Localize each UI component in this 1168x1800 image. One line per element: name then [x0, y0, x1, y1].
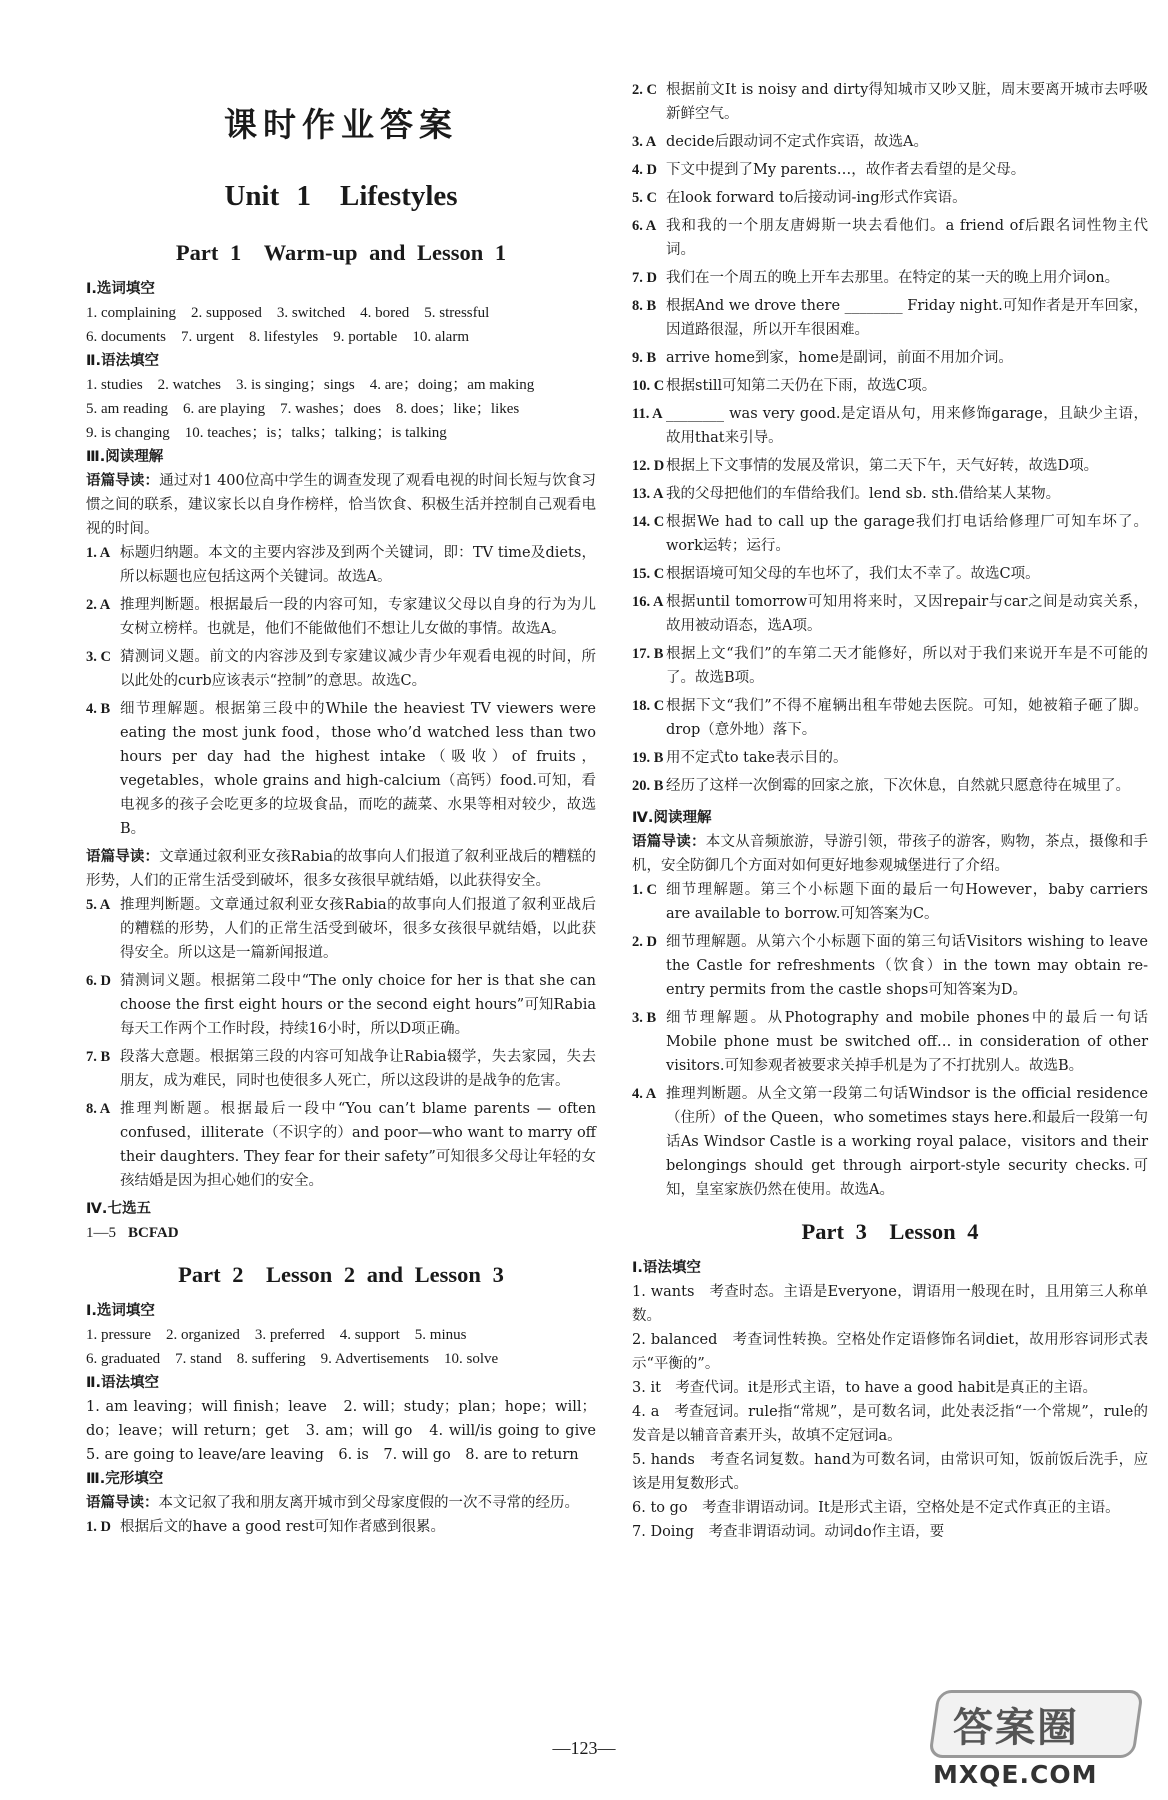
left-column — [86, 0, 611, 1543]
section-heading: Ⅳ.阅读理解 — [632, 810, 712, 826]
right-column — [632, 0, 1148, 1544]
section-heading: Ⅳ.七选五 — [86, 1201, 151, 1217]
section-heading: Ⅰ.语法填空 — [632, 1260, 701, 1276]
answer-item: 2. D 细节理解题。从第六个小标题下面的第三句话Visitors wishing to leave the Castle for refreshments（饮食）in the town may obtain re-entry permits from the castle shops可知答案为D。 — [632, 934, 1148, 998]
answer-line: 9. is changing 10. teaches；is；talks；talking；is talking — [86, 425, 447, 441]
answer-item: 19. B 用不定式to take表示目的。 — [632, 750, 848, 766]
answer-item: 4. a 考查冠词。rule指“常规”，是可数名词，此处表泛指“一个常规”，rule的发音是以辅音音素开头，故填不定冠词a。 — [632, 1404, 1148, 1444]
reading-guide: 语篇导读：本文记叙了我和朋友离开城市到父母家度假的一次不寻常的经历。 — [86, 1495, 579, 1511]
reading-guide: 语篇导读：通过对1 400位高中学生的调查发现了观看电视的时间长短与饮食习惯之间的联系，建议家长以自身作榜样，恰当饮食、积极生活并控制自己观看电视的时间。 — [86, 473, 597, 537]
reading-guide: 语篇导读：本文从音频旅游，导游引领，带孩子的游客，购物，茶点，摄像和手机，安全防御几个方面对如何更好地参观城堡进行了介绍。 — [632, 834, 1148, 874]
answer-item: 15. C 根据语境可知父母的车也坏了，我们太不幸了。故选C项。 — [632, 566, 1040, 582]
answer-item: 6. D 猜测词义题。根据第二段中“The only choice for her is that she can choose the first eight hours or the second eight hours”可知Rabia每天工作两个工作时段，持续16小时，所以D项正确。 — [86, 973, 596, 1037]
answer-item: 4. A 推理判断题。从全文第一段第二句话Windsor is the official residence（住所）of the Queen，who sometimes stays here.和最后一段第一句话As Windsor Castle is a working royal palace，visitors and their belongings should get through airport-style security checks.可知，皇室家族仍然在使用。故选A。 — [632, 1086, 1148, 1198]
answer-item: 9. B arrive home到家，home是副词，前面不用加介词。 — [632, 350, 1013, 366]
answer-item: 7. Doing 考查非谓语动词。动词do作主语，要 — [632, 1524, 945, 1540]
answer-item: 18. C 根据下文“我们”不得不雇辆出租车带她去医院。可知，她被箱子砸了脚。drop（意外地）落下。 — [632, 698, 1148, 738]
answer-item: 4. D 下文中提到了My parents…，故作者去看望的是父母。 — [632, 162, 1026, 178]
answer-item: 5. A 推理判断题。文章通过叙利亚女孩Rabia的故事向人们报道了叙利亚战后的糟糕的形势，人们的正常生活受到破坏，很多女孩很早就结婚，以此获得安全。所以这是一篇新闻报道。 — [86, 897, 596, 961]
answer-item: 1. wants 考查时态。主语是Everyone，谓语用一般现在时，且用第三人称单数。 — [632, 1284, 1149, 1324]
answer-line: 6. graduated 7. stand 8. suffering 9. Advertisements 10. solve — [86, 1351, 499, 1367]
answer-item: 6. A 我和我的一个朋友唐姆斯一块去看他们。a friend of后跟名词性物主代词。 — [632, 218, 1148, 258]
answer-item: 12. D 根据上下文事情的发展及常识，第二天下午，天气好转，故选D项。 — [632, 458, 1099, 474]
answer-item: 11. A ________ was very good.是定语从句，用来修饰garage，且缺少主语，故用that来引导。 — [632, 406, 1148, 446]
section-heading: Ⅱ.语法填空 — [86, 1375, 160, 1391]
answer-line: 5. am reading 6. are playing 7. washes；does 8. does；like；likes — [86, 401, 520, 417]
answer-item: 5. C 在look forward to后接动词-ing形式作宾语。 — [632, 190, 967, 206]
answer-item: 7. D 我们在一个周五的晚上开车去那里。在特定的某一天的晚上用介词on。 — [632, 270, 1120, 286]
part1-title: Part 1 Warm-up and Lesson 1 — [175, 240, 507, 265]
section-heading: Ⅱ.语法填空 — [86, 353, 160, 369]
page-title: 课时作业答案 — [224, 105, 458, 144]
answer-item: 1. C 细节理解题。第三个小标题下面的最后一句However，baby carriers are available to borrow.可知答案为C。 — [632, 882, 1148, 922]
answer-line: 6. documents 7. urgent 8. lifestyles 9. portable 10. alarm — [86, 329, 469, 345]
answer-item: 8. B 根据And we drove there ________ Friday night.可知作者是开车回家，因道路很湿，所以开车很困难。 — [632, 298, 1148, 338]
watermark-logo — [913, 1690, 1148, 1795]
answer-line: 1. studies 2. watches 3. is singing；sings 4. are；doing；am making — [86, 377, 535, 393]
answer-item: 6. to go 考查非谓语动词。It是形式主语，空格处是不定式作真正的主语。 — [632, 1500, 1120, 1516]
answer-item: 5. hands 考查名词复数。hand为可数名词，由常识可知，饭前饭后洗手，应该是用复数形式。 — [632, 1452, 1148, 1492]
reading-guide: 语篇导读：文章通过叙利亚女孩Rabia的故事向人们报道了叙利亚战后的糟糕的形势，人们的正常生活受到破坏，很多女孩很早就结婚，以此获得安全。 — [86, 849, 596, 889]
section-heading: Ⅰ.选词填空 — [86, 1303, 155, 1319]
answer-line: 1. complaining 2. supposed 3. switched 4. bored 5. stressful — [86, 305, 490, 321]
answer-item: 4. B 细节理解题。根据第三段中的While the heaviest TV viewers were eating the most junk food，those who’d watched less than two hours per day had the highest intake（吸收）of fruits，vegetables，whole grains and high-calcium（高钙）food.可知，看电视多的孩子会吃更多的垃圾食品，而吃的蔬菜、水果等相对较少，故选B。 — [86, 701, 596, 837]
answer-item: 3. C 猜测词义题。前文的内容涉及到专家建议减少青少年观看电视的时间，所以此处的curb应该表示“控制”的意思。故选C。 — [86, 649, 596, 689]
part3-title: Part 3 Lesson 4 — [801, 1219, 979, 1244]
answer-item: 7. B 段落大意题。根据第三段的内容可知战争让Rabia辍学，失去家园，失去朋友，成为难民，同时也使很多人死亡，所以这段讲的是战争的危害。 — [86, 1049, 596, 1089]
answer-item: 3. A decide后跟动词不定式作宾语，故选A。 — [632, 134, 928, 150]
answer-item: 2. C 根据前文It is noisy and dirty得知城市又吵又脏，周末要离开城市去呼吸新鲜空气。 — [632, 82, 1148, 122]
answer-item: 17. B 根据上文“我们”的车第二天才能修好，所以对于我们来说开车是不可能的了。故选B项。 — [632, 646, 1148, 686]
answer-item: 2. A 推理判断题。根据最后一段的内容可知，专家建议父母以自身的行为为儿女树立榜样。也就是，他们不能做他们不想让儿女做的事情。故选A。 — [86, 597, 596, 637]
part2-title: Part 2 Lesson 2 and Lesson 3 — [178, 1262, 504, 1287]
unit-title: Unit 1 Lifestyles — [224, 180, 458, 212]
answer-item: 16. A 根据until tomorrow可知用将来时，又因repair与car之间是动宾关系，故用被动语态，选A项。 — [632, 594, 1148, 634]
answer-item: 14. C 根据We had to call up the garage我们打电话给修理厂可知车坏了。work运转；运行。 — [632, 514, 1148, 554]
watermark-text-en: MXQE.COM — [933, 1760, 1098, 1789]
answer-item: 8. A 推理判断题。根据最后一段中“You can’t blame parents — often confused，illiterate（不识字的）and poor—who want to marry off their daughters. They fear for their safety”可知很多父母让年轻的女孩结婚是因为担心她们的安全。 — [86, 1101, 596, 1189]
section-heading: Ⅲ.完形填空 — [86, 1471, 164, 1487]
guide-label: 语篇导读： — [86, 473, 160, 489]
answer-line: 1—5 BCFAD — [86, 1225, 179, 1241]
page-number: —123— — [552, 1738, 616, 1758]
answer-item: 1. D 根据后文的have a good rest可知作者感到很累。 — [86, 1519, 446, 1535]
watermark-text-cn: 答案圈 — [953, 1705, 1079, 1751]
answer-item: 20. B 经历了这样一次倒霉的回家之旅，下次休息，自然就只愿意待在城里了。 — [632, 778, 1130, 794]
answer-item: 13. A 我的父母把他们的车借给我们。lend sb. sth.借给某人某物。 — [632, 486, 1061, 502]
section-heading: Ⅲ.阅读理解 — [86, 449, 164, 465]
answer-line: 1. pressure 2. organized 3. preferred 4. support 5. minus — [86, 1327, 467, 1343]
answer-paragraph: 1. am leaving；will finish；leave 2. will；study；plan；hope；will；do；leave；will return；get 3. am；will go 4. will/is going to give 5. are going to leave/are leaving 6. is 7. will go 8. are to return — [86, 1399, 611, 1463]
answer-item: 3. it 考查代词。it是形式主语，to have a good habit是真正的主语。 — [632, 1380, 1098, 1396]
answer-item: 3. B 细节理解题。从Photography and mobile phones中的最后一句话Mobile phone must be switched off… in consideration of other visitors.可知参观者被要求关掉手机是为了不打扰别人。故选B。 — [632, 1010, 1148, 1074]
section-heading: Ⅰ.选词填空 — [86, 281, 155, 297]
answer-item: 2. balanced 考查词性转换。空格处作定语修饰名词diet，故用形容词形式表示“平衡的”。 — [632, 1332, 1149, 1372]
answer-item: 1. A 标题归纳题。本文的主要内容涉及到两个关键词，即：TV time及diets，所以标题也应包括这两个关键词。故选A。 — [86, 545, 596, 585]
answer-item: 10. C 根据still可知第二天仍在下雨，故选C项。 — [632, 378, 937, 394]
